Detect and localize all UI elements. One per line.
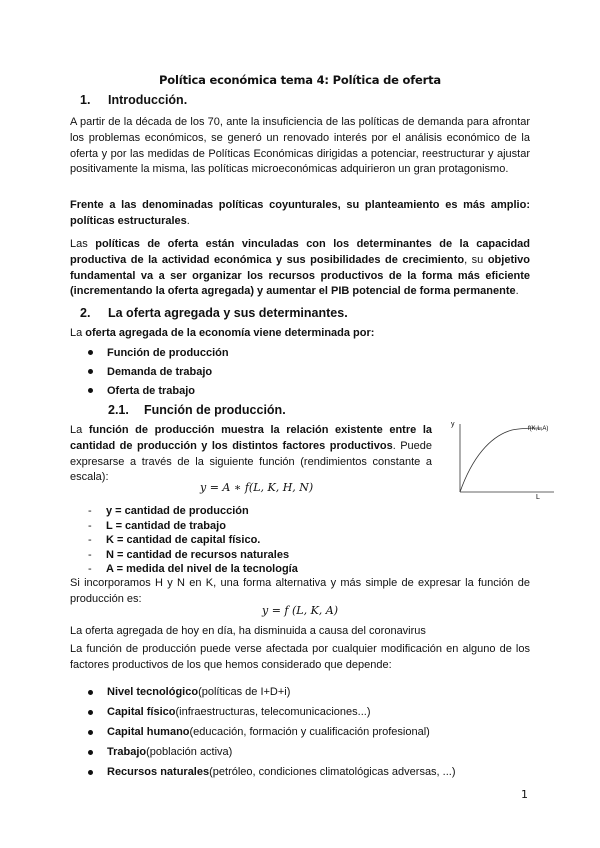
bullet-icon <box>88 388 93 393</box>
list-item-text: Función de producción <box>107 346 229 359</box>
factor-detail: (petróleo, condiciones climatológicas adversas, ...) <box>209 766 456 778</box>
list-item <box>88 742 456 762</box>
factor-detail: (políticas de I+D+i) <box>198 686 291 698</box>
production-equation: y = A ∗ f(L, K, H, N) <box>200 481 314 494</box>
structural-text-end: . <box>186 214 190 227</box>
text-run-bold: políticas de oferta están vinculadas con los determinantes de la capacidad productiva de la actividad económica y sus posibilidades de crecimiento <box>70 238 530 266</box>
factor-detail: (educación, formación y cualificación profesional) <box>189 726 430 738</box>
factor-detail: (infraestructuras, telecomunicaciones...) <box>175 706 371 718</box>
section-title: Introducción. <box>108 93 188 107</box>
page-title: Política económica tema 4: Política de oferta <box>159 73 441 87</box>
definition-text: L = cantidad de trabajo <box>106 519 226 532</box>
production-curve <box>460 428 542 492</box>
definition-text: N = cantidad de recursos naturales <box>106 548 290 561</box>
definition-text: K = cantidad de capital físico. <box>106 534 261 547</box>
text-run: , su <box>464 253 488 266</box>
determinants-list <box>88 343 229 400</box>
factors-list <box>88 682 456 782</box>
intro-paragraph: A partir de la década de los 70, ante la insuficiencia de las políticas de demanda para afrontar los problemas económicos, se generó un renovado interés por el análisis económico de la oferta y por las medidas de Políticas Económicas dirigidas a potenciar, reestructurar y ajustar positivamente la misma, las políticas microeconómicas adquirieron un gran protagonismo. <box>70 116 530 176</box>
list-item <box>88 343 229 362</box>
list-item <box>88 722 456 742</box>
text-run: . <box>515 285 519 298</box>
list-item <box>88 504 298 519</box>
list-item <box>88 519 298 534</box>
graph-curve-label: f(K,L,A) <box>528 426 549 432</box>
list-item <box>88 682 456 702</box>
section-number: 2. <box>80 306 91 320</box>
list-item <box>88 702 456 722</box>
section-title: Función de producción. <box>144 403 286 417</box>
definition-text: A = medida del nivel de la tecnología <box>106 563 298 576</box>
coronavirus-paragraph: La oferta agregada de hoy en día, ha disminuida a causa del coronavirus <box>70 625 426 637</box>
factor-name: Nivel tecnológico <box>107 686 199 698</box>
section-1-heading <box>80 93 187 107</box>
text-run: La <box>70 424 89 436</box>
list-item <box>88 381 229 400</box>
structural-paragraph <box>70 198 530 230</box>
section-2-heading <box>80 306 348 320</box>
bullet-icon <box>88 369 93 374</box>
factors-paragraph: La función de producción puede verse afectada por cualquier modificación en alguno de los factores productivos de los que hemos considerado que depende: <box>70 643 530 671</box>
section-2-1-heading <box>108 403 286 417</box>
bullet-icon <box>88 730 93 735</box>
dash-marker: - <box>88 563 92 576</box>
list-item-text: Oferta de trabajo <box>107 384 196 397</box>
text-run-bold: función de producción muestra la relación existente entre la cantidad de producción y los distintos factores productivos <box>70 424 432 452</box>
aggregate-supply-intro <box>70 326 530 342</box>
structural-text: Frente a las denominadas políticas coyunturales, su planteamiento es más amplio: políticas estructurales <box>70 199 530 227</box>
dash-marker: - <box>88 534 92 547</box>
dash-marker: - <box>88 505 92 518</box>
list-item <box>88 362 229 381</box>
production-function-paragraph <box>70 423 432 486</box>
supply-policies-paragraph <box>70 237 530 300</box>
simplified-equation: y = f (L, K, A) <box>262 604 339 617</box>
bullet-icon <box>88 690 93 695</box>
section-number: 1. <box>80 93 91 107</box>
variable-definitions-list <box>88 504 298 577</box>
alternative-form-paragraph: Si incorporamos H y N en K, una forma alternativa y más simple de expresar la función de producción es: <box>70 577 530 605</box>
definition-text: y = cantidad de producción <box>106 505 249 518</box>
bullet-icon <box>88 770 93 775</box>
text-run-bold: oferta agregada de la economía viene determinada por: <box>85 327 375 339</box>
list-item <box>88 548 298 563</box>
graph-y-label: y <box>451 421 455 428</box>
list-item <box>88 533 298 548</box>
factor-detail: (población activa) <box>146 746 233 758</box>
bullet-icon <box>88 710 93 715</box>
production-function-graph <box>450 418 560 500</box>
list-item <box>88 762 456 782</box>
dash-marker: - <box>88 519 92 532</box>
page-number: 1 <box>521 788 528 801</box>
text-run: Las <box>70 238 96 250</box>
list-item <box>88 562 298 577</box>
factor-name: Recursos naturales <box>107 766 210 778</box>
graph-x-label: L <box>536 494 540 500</box>
text-run: . Puede expresarse a través de la siguiente función (rendimientos constante a escala): <box>70 439 432 484</box>
bullet-icon <box>88 350 93 355</box>
factor-name: Trabajo <box>107 746 147 758</box>
text-run: La <box>70 327 86 339</box>
factor-name: Capital humano <box>107 726 190 738</box>
section-title: La oferta agregada y sus determinantes. <box>108 306 348 320</box>
factor-name: Capital físico <box>107 706 176 718</box>
dash-marker: - <box>88 548 92 561</box>
text-run-bold: objetivo fundamental va a ser organizar los recursos productivos de la forma más eficiente (incrementando la oferta agregada) y aumentar el PIB potencial de forma permanente <box>70 253 530 298</box>
bullet-icon <box>88 750 93 755</box>
section-number: 2.1. <box>108 403 129 417</box>
list-item-text: Demanda de trabajo <box>107 365 213 378</box>
